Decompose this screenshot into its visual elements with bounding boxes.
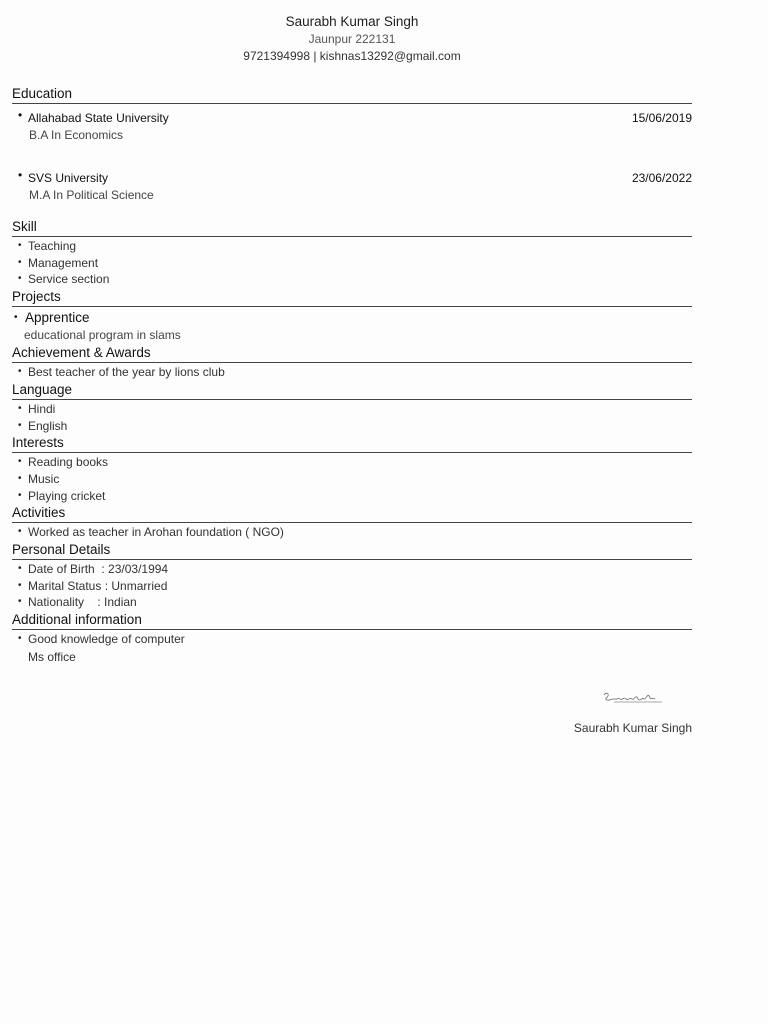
personal-section: [12, 542, 692, 611]
education-date: 15/06/2019: [631, 111, 692, 125]
section-title-activities: Activities: [12, 505, 692, 523]
education-entry: [12, 170, 692, 204]
section-title-awards: Achievement & Awards: [12, 345, 692, 363]
additional-item: • Good knowledge of computer: [12, 631, 692, 648]
education-institution: • SVS University: [12, 170, 692, 187]
candidate-contact: 9721394998 | kishnas13292@gmail.com: [243, 49, 461, 63]
education-degree: M.A In Political Science: [29, 188, 154, 202]
award-item: • Best teacher of the year by lions club: [12, 364, 692, 381]
signature-graphic: [600, 687, 666, 707]
personal-item: • Date of Birth : 23/03/1994: [12, 561, 692, 578]
section-title-personal: Personal Details: [12, 542, 692, 560]
resume-page: [12, 0, 692, 667]
language-item: • English: [12, 418, 692, 435]
section-title-language: Language: [12, 382, 692, 400]
activities-section: [12, 505, 692, 541]
section-title-skill: Skill: [12, 219, 692, 237]
education-degree: B.A In Economics: [29, 128, 124, 142]
personal-item: • Nationality : Indian: [12, 594, 692, 611]
education-date: 23/06/2022: [631, 171, 692, 185]
projects-section: [12, 289, 692, 344]
language-item: • Hindi: [12, 401, 692, 418]
candidate-name: Saurabh Kumar Singh: [285, 14, 419, 29]
section-title-interests: Interests: [12, 435, 692, 453]
skill-item: • Management: [12, 255, 692, 272]
section-title-education: Education: [12, 86, 692, 104]
interest-item: • Playing cricket: [12, 488, 692, 505]
skill-section: [12, 219, 692, 288]
section-title-additional: Additional information: [12, 612, 692, 630]
interests-section: [12, 435, 692, 504]
candidate-address: Jaunpur 222131: [308, 32, 396, 46]
skill-item: • Service section: [12, 271, 692, 288]
skill-item: • Teaching: [12, 238, 692, 255]
additional-extra: Ms office: [28, 649, 76, 664]
education-entry: [12, 110, 692, 144]
interest-item: • Music: [12, 471, 692, 488]
project-description: educational program in slams: [24, 328, 181, 343]
personal-item: • Marital Status : Unmarried: [12, 578, 692, 595]
project-name: • Apprentice: [12, 309, 692, 327]
resume-header: [12, 0, 692, 65]
signer-name: Saurabh Kumar Singh: [573, 721, 692, 735]
language-section: [12, 382, 692, 434]
signature-image: [600, 687, 666, 712]
section-title-projects: Projects: [12, 289, 692, 307]
education-institution: • Allahabad State University: [12, 110, 692, 127]
additional-section: [12, 612, 692, 667]
awards-section: [12, 345, 692, 381]
activity-item: • Worked as teacher in Arohan foundation ( NGO): [12, 524, 692, 541]
education-section: [12, 86, 692, 204]
interest-item: • Reading books: [12, 454, 692, 471]
